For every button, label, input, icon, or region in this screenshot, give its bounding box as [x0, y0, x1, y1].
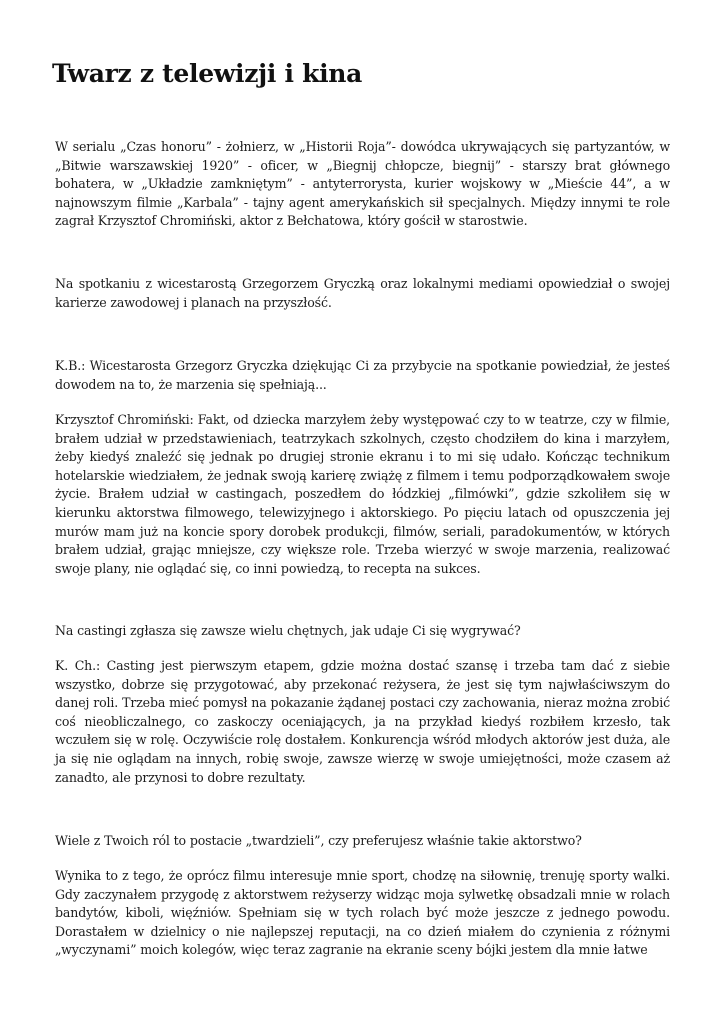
- paragraph-answer-roles: Wynika to z tego, że oprócz filmu interesuje mnie sport, chodzę na siłownię, trenuję sporty walki. Gdy zaczynałem przygodę z aktorstwem reżyserzy widząc moja sylwetkę obsadzali mnie w rolach bandytów, kiboli, więźniów. Spełniam się w tych rolach być może jeszcze z jednego powodu. Dorastałem w dzielnicy o nie najlepszej reputacji, na co dzień miałem do czynienia z różnymi „wyczynami” moich kolegów, więc teraz zagranie na ekranie sceny bójki jestem dla mnie łatwe: [55, 868, 670, 958]
- paragraph-answer-castings: K. Ch.: Casting jest pierwszym etapem, gdzie można dostać szansę i trzeba tam dać z siebie wszystko, dobrze się przygotować, aby przekonać reżysera, że jest się tym najwłaściwszym do danej roli. Trzeba mieć pomysł na pokazanie żądanej postaci czy zachowania, nieraz można zrobić coś nieobliczalnego, co zaskoczy oceniających, ja na przykład kiedyś rozbiłem krzesło, tak wczułem się w rolę. Oczywiście rolę dostałem. Konkurencja wśród młodych aktorów jest duża, ale ja się nie oglądam na innych, robię swoje, zawsze wierzę w swoje umiejętności, może czasem aż zanadto, ale przynosi to dobre rezultaty.: [55, 658, 670, 785]
- paragraph-answer-dreams: Krzysztof Chromiński: Fakt, od dziecka marzyłem żeby występować czy to w teatrze, czy w filmie, brałem udział w przedstawieniach, teatrzykach szkolnych, często chodziłem do kina i marzyłem, żeby kiedyś znaleźć się jednak po drugiej stronie ekranu i to mi się udało. Kończąc technikum hotelarskie wiedziałem, że jednak swoją karierę zwiążę z filmem i temu podporządkowałem swoje życie. Brałem udział w castingach, poszedłem do łódzkiej „filmówki”, gdzie szkoliłem się w kierunku aktorstwa filmowego, telewizyjnego i aktorskiego. Po pięciu latach od opuszczenia jej murów mam już na koncie spory dorobek produkcji, filmów, seriali, paradokumentów, w których brałem udział, grając mniejsze, czy większe role. Trzeba wierzyć w swoje marzenia, realizować swoje plany, nie oglądać się, co inni powiedzą, to recepta na sukces.: [55, 412, 670, 576]
- article-title: Twarz z telewizji i kina: [52, 59, 363, 88]
- paragraph-intro: W serialu „Czas honoru” - żołnierz, w „Historii Roja”- dowódca ukrywających się partyzantów, w „Bitwie warszawskiej 1920” - oficer, w „Biegnij chłopcze, biegnij” - starszy brat głównego bohatera, w „Układzie zamkniętym” - antyterrorysta, kurier wojskowy w „Mieście 44”, a w najnowszym filmie „Karbala” - tajny agent amerykańskich sił specjalnych. Między innymi te role zagrał Krzysztof Chromiński, aktor z Bełchatowa, który gościł w starostwie.: [55, 139, 670, 229]
- paragraph-question-castings: Na castingi zgłasza się zawsze wielu chętnych, jak udaje Ci się wygrywać?: [55, 623, 521, 638]
- paragraph-meeting: Na spotkaniu z wicestarostą Grzegorzem Gryczką oraz lokalnymi mediami opowiedział o swojej karierze zawodowej i planach na przyszłość.: [55, 276, 670, 310]
- paragraph-question-roles: Wiele z Twoich ról to postacie „twardzieli”, czy preferujesz właśnie takie aktorstwo?: [55, 833, 582, 848]
- paragraph-question-dreams: K.B.: Wicestarosta Grzegorz Gryczka dziękując Ci za przybycie na spotkanie powiedział, że jesteś dowodem na to, że marzenia się spełniają...: [55, 358, 670, 392]
